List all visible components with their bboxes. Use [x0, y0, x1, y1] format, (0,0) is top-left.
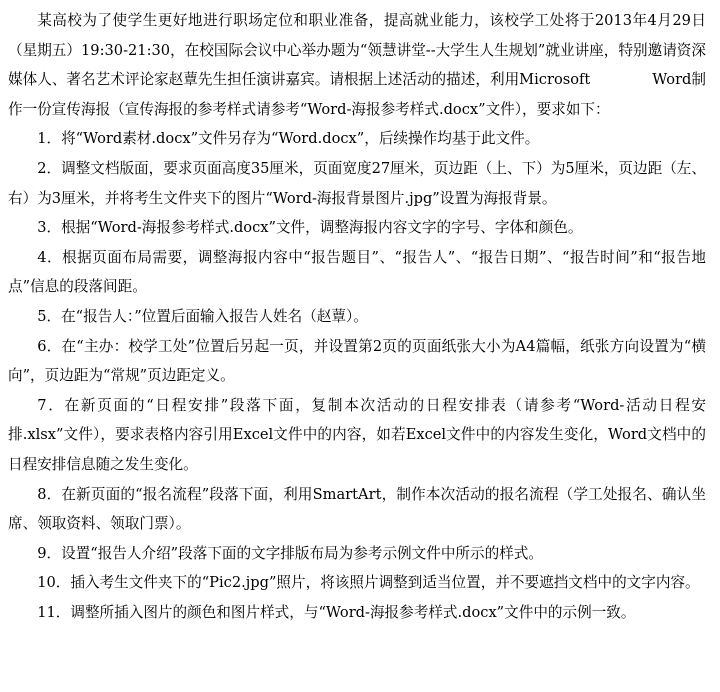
- requirement-item-1: 1．将“Word素材.docx”文件另存为“Word.docx”，后续操作均基于此文件。: [37, 130, 540, 148]
- intro-text-part2: Word制作一份宣传海报（宣传海报的参考样式请参考“Word-海报参考样式.docx”文件），要求如下：: [8, 71, 707, 118]
- requirement-item-7: 7．在新页面的“日程安排”段落下面，复制本次活动的日程安排表（请参考“Word-活动日程安排.xlsx”文件），要求表格内容引用Excel文件中的内容，如若Excel文件中的内容发生变化，Word文档中的日程安排信息随之发生变化。: [8, 396, 706, 473]
- requirement-item-6: 6．在“主办：校学工处”位置后另起一页，并设置第2页的页面纸张大小为A4篇幅，纸张方向设置为“横向”，页边距为“常规”页边距定义。: [8, 337, 706, 385]
- requirement-item-4: 4．根据页面布局需要，调整海报内容中“报告题目”、“报告人”、“报告日期”、“报告时间”和“报告地点”信息的段落间距。: [8, 248, 706, 296]
- requirement-item-2: 2．调整文档版面，要求页面高度35厘米，页面宽度27厘米，页边距（上、下）为5厘米，页边距（左、右）为3厘米，并将考生文件夹下的图片“Word-海报背景图片.jpg”设置为海报背景。: [8, 159, 706, 207]
- requirement-item-9: 9．设置“报告人介绍”段落下面的文字排版布局为参考示例文件中所示的样式。: [37, 544, 543, 562]
- requirement-item-8: 8．在新页面的“报名流程”段落下面，利用SmartArt，制作本次活动的报名流程（学工处报名、确认坐席、领取资料、领取门票）。: [8, 485, 706, 533]
- intro-text-part1: 某高校为了使学生更好地进行职场定位和职业准备，提高就业能力，该校学工处将于2013年4月29日（星期五）19:30-21:30，在校国际会议中心举办题为“领慧讲堂--大学生人生规划”就业讲座，特别邀请资深媒体人、著名艺术评论家赵蕈先生担任演讲嘉宾。请根据上述活动的描述，利用Microsoft: [8, 12, 706, 89]
- requirement-item-5: 5．在“报告人：”位置后面输入报告人姓名（赵蕈）。: [37, 307, 368, 325]
- requirement-item-10: 10．插入考生文件夹下的“Pic2.jpg”照片，将该照片调整到适当位置，并不要遮挡文档中的文字内容。: [37, 574, 700, 592]
- intro-paragraph: [8, 6, 706, 124]
- requirement-item-3: 3．根据“Word-海报参考样式.docx”文件，调整海报内容文字的字号、字体和颜色。: [37, 219, 583, 237]
- requirement-item-11: 11．调整所插入图片的颜色和图片样式，与“Word-海报参考样式.docx”文件中的示例一致。: [37, 603, 636, 621]
